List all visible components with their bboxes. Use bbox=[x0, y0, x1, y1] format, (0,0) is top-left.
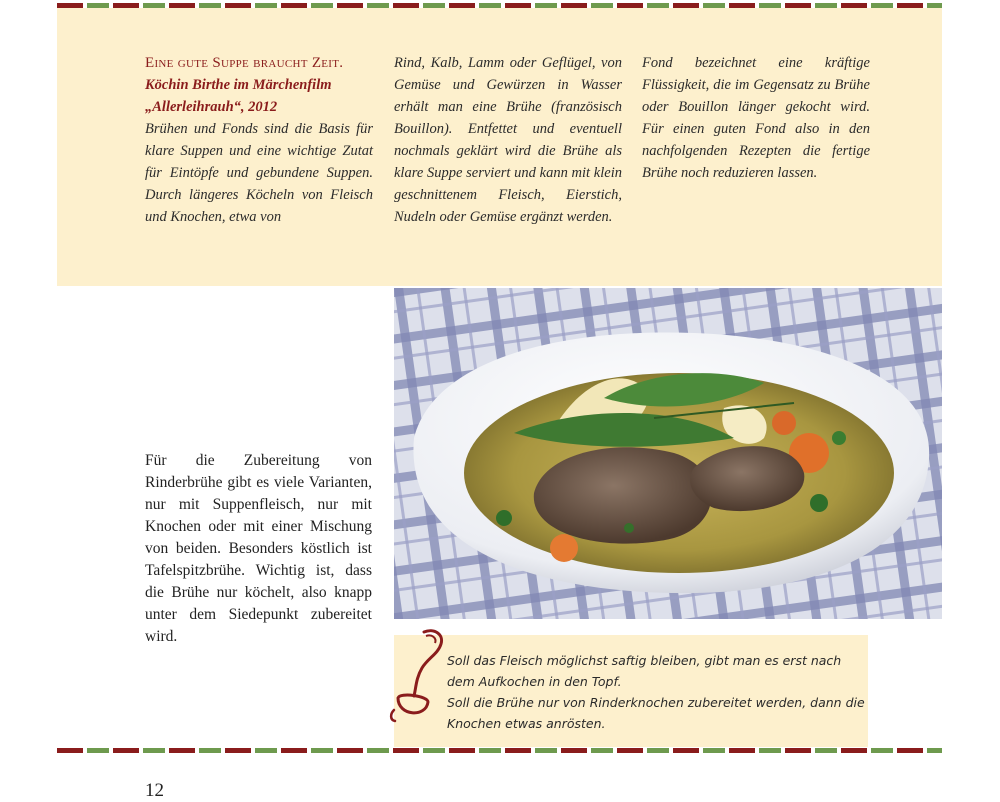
page-number: 12 bbox=[145, 780, 164, 801]
bottom-decorative-stripe bbox=[57, 748, 942, 753]
tip-line-2: Soll die Brühe nur von Rinderknochen zubereitet werden, dann die Knochen etwas anrösten. bbox=[447, 695, 865, 731]
intro-paragraph-3: Fond bezeichnet eine kräftige Flüssigkeit, die im Gegensatz zu Brühe oder Bouillon länger gekocht wird. Für einen guten Fond also in den nachfolgenden Rezepten die fertige Brühe noch reduzieren lassen. bbox=[642, 55, 870, 181]
ladle-icon bbox=[386, 626, 448, 726]
tip-line-1: Soll das Fleisch möglichst saftig bleiben, gibt man es erst nach dem Aufkochen in den Topf. bbox=[447, 653, 842, 689]
main-paragraph: Für die Zubereitung von Rinderbrühe gibt es viele Varianten, nur mit Suppenfleisch, nur mit Knochen oder mit einer Mischung von beiden. Besonders köstlich ist Tafelspitzbrühe. Wichtig ist, dass die Brühe nur köchelt, also knapp unter dem Siedepunkt zubereitet wird. bbox=[145, 452, 372, 645]
intro-column-2 bbox=[394, 52, 622, 228]
intro-column-3 bbox=[642, 52, 870, 184]
tip-text bbox=[447, 650, 867, 734]
intro-paragraph-1: Brühen und Fonds sind die Basis für klare Suppen und eine wichtige Zutat für Eintöpfe und gebundene Suppen. Durch längeres Köcheln von Fleisch und Knochen, etwa von bbox=[145, 121, 373, 225]
intro-paragraph-2: Rind, Kalb, Lamm oder Geflügel, von Gemüse und Gewürzen in Wasser erhält man eine Brühe (französisch Bouillon). Entfettet und eventuell nochmals geklärt wird die Brühe als klare Suppe serviert und kann mit klein geschnittenem Fleisch, Eierstich, Nudeln oder Gemüse ergänzt werden. bbox=[394, 55, 622, 225]
intro-column-1 bbox=[145, 52, 373, 228]
headline: Eine gute Suppe braucht Zeit. bbox=[145, 55, 344, 71]
film-quote-line-1: Köchin Birthe im Märchenfilm bbox=[145, 77, 332, 93]
soup-photo bbox=[394, 288, 942, 619]
soup-photo-illustration bbox=[394, 288, 942, 619]
main-text bbox=[145, 450, 372, 648]
film-quote-line-2: „Allerleihrauh“, 2012 bbox=[145, 99, 278, 115]
